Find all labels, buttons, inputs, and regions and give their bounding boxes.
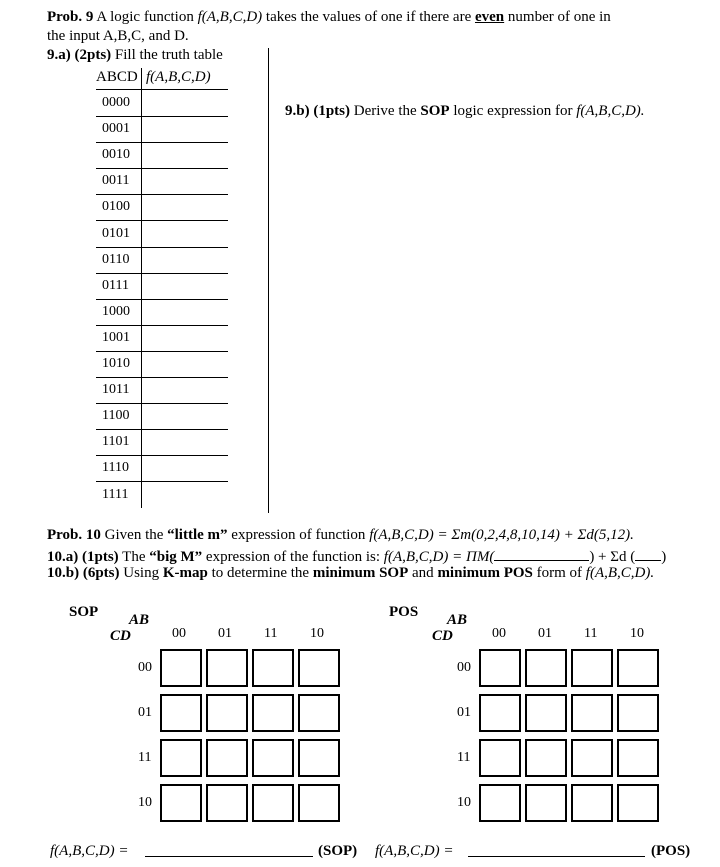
section-divider	[268, 48, 269, 513]
truth-table-output-cell[interactable]	[96, 403, 228, 404]
kmap-sop-cell[interactable]	[298, 649, 340, 687]
kmap-sop-title: SOP	[69, 604, 99, 620]
kmap-pos-cell[interactable]	[479, 694, 521, 732]
kmap-pos-cell[interactable]	[525, 694, 567, 732]
kmap-pos-cell[interactable]	[525, 739, 567, 777]
truth-table-output-cell[interactable]	[96, 194, 228, 195]
sop-answer-tag: (SOP)	[318, 843, 358, 859]
prob10a-text2: expression of the function is:	[202, 549, 384, 565]
prob10b-kmap: K-map	[162, 565, 208, 581]
truth-table-input: 1000	[102, 303, 130, 319]
kmap-pos-cell[interactable]	[617, 694, 659, 732]
kmap-sop-cell[interactable]	[160, 694, 202, 732]
truth-table-output-cell[interactable]	[96, 481, 228, 482]
truth-table-output-cell[interactable]	[96, 247, 228, 248]
kmap-pos-cell[interactable]	[525, 784, 567, 822]
kmap-pos-col-label: 01	[538, 626, 552, 641]
kmap-sop-cell[interactable]	[206, 739, 248, 777]
truth-table-output-cell[interactable]	[96, 116, 228, 117]
truth-table-input: 1111	[102, 486, 129, 502]
pos-answer-label: f(A,B,C,D) =	[375, 843, 454, 859]
kmap-pos-cell[interactable]	[617, 739, 659, 777]
kmap-sop-row-label: 10	[138, 795, 152, 810]
truth-table-output-cell[interactable]	[96, 168, 228, 169]
prob10a-text1: The	[118, 549, 150, 565]
kmap-pos-cell[interactable]	[571, 649, 613, 687]
kmap-sop-cell[interactable]	[298, 784, 340, 822]
prob9b-prompt	[285, 103, 645, 120]
prob10b-minsop: minimum SOP	[312, 565, 409, 581]
kmap-pos-col-label: 00	[492, 626, 506, 641]
kmap-pos-row-label: 00	[457, 660, 471, 675]
prob9-takes: takes the values of one if there are	[262, 9, 475, 25]
truth-table-input: 0100	[102, 199, 130, 215]
prob10-intro: Given the	[100, 527, 168, 543]
prob10b-label: 10.b) (6pts)	[47, 565, 120, 581]
kmap-sop-col-label: 00	[172, 626, 186, 641]
kmap-pos-row-label: 01	[457, 705, 471, 720]
prob9a-label: 9.a) (2pts)	[47, 47, 112, 63]
kmap-sop-cell[interactable]	[252, 649, 294, 687]
kmap-pos-cell[interactable]	[479, 784, 521, 822]
kmap-pos-cell[interactable]	[571, 694, 613, 732]
prob10a-dontcare-blank[interactable]	[635, 546, 661, 561]
kmap-sop-cell[interactable]	[298, 739, 340, 777]
kmap-pos-ab-label: AB	[447, 612, 468, 628]
prob10a-maxterm-blank[interactable]	[494, 546, 589, 561]
truth-table-input: 1001	[102, 329, 130, 345]
prob10b-text3: form of	[532, 565, 586, 581]
kmap-sop-cd-label: CD	[110, 628, 131, 644]
prob9a-prompt	[47, 47, 223, 64]
truth-table-divider	[141, 68, 142, 508]
truth-table-input: 0101	[102, 225, 130, 241]
truth-table-input: 0110	[102, 251, 130, 267]
kmap-sop-row-label: 11	[138, 750, 152, 765]
truth-table-output-cell[interactable]	[96, 455, 228, 456]
prob9b-sop: SOP	[420, 103, 450, 119]
kmap-sop-cell[interactable]	[206, 649, 248, 687]
prob10a-prompt	[47, 546, 666, 566]
truth-table-input: 0111	[102, 277, 129, 293]
prob10-statement	[47, 527, 634, 544]
truth-table-input: 0001	[102, 121, 130, 137]
kmap-sop-cell[interactable]	[252, 784, 294, 822]
prob10-expr-text: expression of function	[227, 527, 370, 543]
kmap-pos-row-label: 11	[457, 750, 471, 765]
truth-table-output-cell[interactable]	[96, 377, 228, 378]
kmap-sop-row-label: 01	[138, 705, 152, 720]
truth-table-input: 1100	[102, 408, 130, 424]
truth-table-input: 0011	[102, 173, 130, 189]
prob9b-label: 9.b) (1pts)	[285, 103, 351, 119]
kmap-pos-cell[interactable]	[479, 739, 521, 777]
kmap-sop-col-label: 01	[218, 626, 232, 641]
prob10b-func: f(A,B,C,D).	[585, 565, 655, 581]
prob10a-end: )	[661, 549, 667, 565]
truth-table-output-cell[interactable]	[96, 351, 228, 352]
kmap-pos-cd-label: CD	[432, 628, 453, 644]
prob10b-prompt	[47, 565, 654, 582]
truth-table-input: 0010	[102, 147, 130, 163]
kmap-sop-cell[interactable]	[206, 694, 248, 732]
prob10b-text1: Using	[119, 565, 163, 581]
prob10b-minpos: minimum POS	[437, 565, 533, 581]
prob10-little-m: “little m”	[167, 527, 228, 543]
prob10a-big-m: “big M”	[149, 549, 203, 565]
prob9-func: f(A,B,C,D)	[197, 9, 263, 25]
truth-table-header-func: f(A,B,C,D)	[146, 69, 211, 85]
kmap-pos-cell[interactable]	[571, 739, 613, 777]
prob9b-text1: Derive the	[350, 103, 421, 119]
prob9-even: even	[474, 9, 505, 25]
kmap-sop-cell[interactable]	[160, 784, 202, 822]
prob9a-text: Fill the truth table	[111, 47, 223, 63]
sop-answer-line[interactable]	[145, 856, 313, 857]
kmap-pos-row-label: 10	[457, 795, 471, 810]
kmap-pos-title: POS	[389, 604, 419, 620]
prob10-expr: f(A,B,C,D) = Σm(0,2,4,8,10,14) + Σd(5,12).	[369, 527, 634, 543]
kmap-pos-col-label: 11	[584, 626, 598, 641]
prob9b-func: f(A,B,C,D).	[576, 103, 645, 119]
truth-table-input: 1110	[102, 460, 129, 476]
prob9b-text2: logic expression for	[449, 103, 577, 119]
pos-answer-tag: (POS)	[651, 843, 691, 859]
truth-table-header-rule	[96, 89, 228, 90]
truth-table-input: 1101	[102, 434, 130, 450]
kmap-pos-col-label: 10	[630, 626, 644, 641]
truth-table-output-cell[interactable]	[96, 273, 228, 274]
kmap-sop-row-label: 00	[138, 660, 152, 675]
prob10b-text2: to determine the	[207, 565, 313, 581]
kmap-sop-col-label: 10	[310, 626, 324, 641]
kmap-sop-col-label: 11	[264, 626, 278, 641]
prob9-after-even: number of one in	[504, 9, 611, 25]
truth-table-input: 1011	[102, 382, 130, 398]
kmap-pos-cell[interactable]	[525, 649, 567, 687]
prob10a-expr: f(A,B,C,D) = ΠM(	[383, 549, 495, 565]
pos-answer-line[interactable]	[468, 856, 645, 857]
prob10a-close: ) + Σd (	[589, 549, 636, 565]
prob9-label: Prob. 9	[47, 9, 94, 25]
prob10b-and: and	[408, 565, 438, 581]
kmap-pos-cell[interactable]	[479, 649, 521, 687]
kmap-sop-cell[interactable]	[252, 739, 294, 777]
truth-table-output-cell[interactable]	[96, 142, 228, 143]
kmap-pos-cell[interactable]	[571, 784, 613, 822]
kmap-pos-cell[interactable]	[617, 784, 659, 822]
prob9-intro: A logic function	[93, 9, 198, 25]
sop-answer-label: f(A,B,C,D) =	[50, 843, 129, 859]
prob9-statement-line1	[47, 9, 611, 26]
kmap-pos-cell[interactable]	[617, 649, 659, 687]
prob9-statement-line2: the input A,B,C, and D.	[47, 28, 189, 44]
kmap-sop-cell[interactable]	[206, 784, 248, 822]
truth-table-output-cell[interactable]	[96, 325, 228, 326]
truth-table-output-cell[interactable]	[96, 429, 228, 430]
kmap-sop-cell[interactable]	[252, 694, 294, 732]
truth-table-output-cell[interactable]	[96, 220, 228, 221]
prob10a-label: 10.a) (1pts)	[47, 549, 119, 565]
prob10-label: Prob. 10	[47, 527, 101, 543]
truth-table-header-inputs: ABCD	[96, 69, 138, 85]
kmap-sop-cell[interactable]	[298, 694, 340, 732]
truth-table-input: 1010	[102, 356, 130, 371]
truth-table-input: 0000	[102, 95, 130, 110]
kmap-sop-cell[interactable]	[160, 649, 202, 687]
kmap-sop-cell[interactable]	[160, 739, 202, 777]
truth-table-output-cell[interactable]	[96, 299, 228, 300]
kmap-sop-ab-label: AB	[129, 612, 150, 628]
